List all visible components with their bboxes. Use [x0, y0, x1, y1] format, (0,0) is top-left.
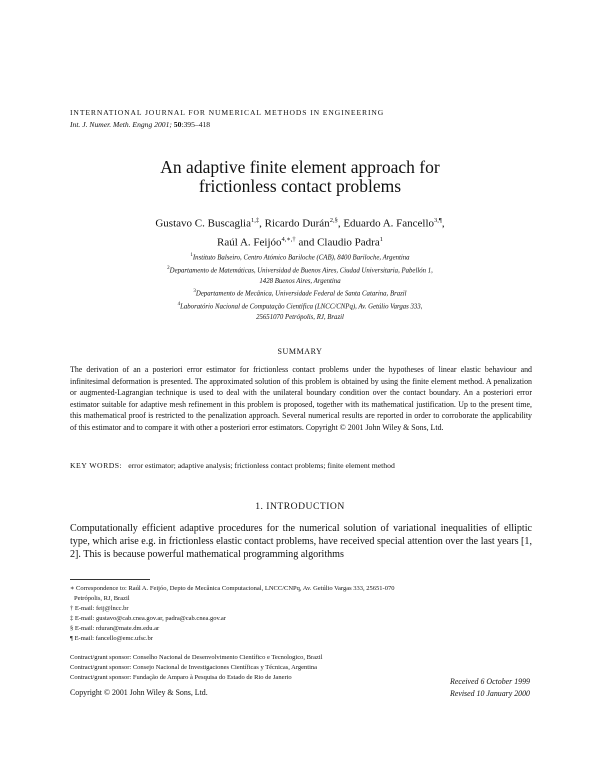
author-list [0, 213, 600, 250]
received-dates [450, 676, 530, 701]
intro-paragraph: Computationally efficient adaptive procedures for the numerical solution of variational inequalities of elliptic type, which arise e.g. in frictionless elastic contact problems, have received special attention over the last years [1, 2]. This is because powerful mathematical programming algorithms [70, 523, 532, 561]
footnote: ∗ Correspondence to: Raúl A. Feijóo, Depto de Mecânica Computacional, LNCC/CNPq, Av. Getúlio Vargas 333, 25651-070 [70, 585, 395, 592]
affiliation-line [0, 264, 600, 277]
journal-citation [70, 120, 210, 129]
citation-year: 2001; [154, 120, 172, 129]
affiliation-list [0, 251, 600, 324]
abstract-text: The derivation of an a posteriori error estimator for frictionless contact problems under the hypotheses of linear elastic behaviour and infinitesimal deformation is presented. The approximated solution of this problem is obtained by using the finite element method. A penalization or augmented-Lagrangian technique is used to deal with the unilateral boundary condition over the contact boundary. An a posteriori error estimator suitable for adaptive mesh refinement in this problem is proposed, together with its mathematical justification. Up to the present time, this mathematical proof is restricted to the penalization approach. Several numerical results are reported in order to corroborate the applicability of this estimator and to compare it with other a posteriori error estimators. Copyright © 2001 John Wiley & Sons, Ltd. [70, 365, 532, 432]
keywords [70, 461, 395, 470]
footnote-divider [70, 579, 150, 580]
affiliation-text: Instituto Balseiro, Centro Atómico Bariloche (CAB), 8400 Bariloche, Argentina [192, 254, 410, 262]
author-name: Raúl A. Feijóo [217, 236, 282, 249]
author-name: Gustavo C. Buscaglia [155, 217, 251, 230]
sponsor-line: Contract/grant sponsor: Fundação de Amparo à Pesquisa do Estado de Rio de Janerio [70, 674, 292, 681]
title-line: frictionless contact problems [198, 176, 402, 196]
keywords-text: error estimator; adaptive analysis; frictionless contact problems; finite element method [128, 461, 395, 470]
author-separator: , [259, 217, 265, 230]
footnote: ¶ E-mail: fancello@emc.ufsc.br [70, 635, 153, 642]
affiliation-number: 2 [167, 265, 170, 271]
citation-abbrev: Int. J. Numer. Meth. Engng [70, 120, 153, 129]
author-marks: 1 [379, 235, 383, 243]
author-marks: 1,‡ [251, 217, 260, 224]
affiliation-line [0, 287, 600, 300]
footnote: Petrópolis, RJ, Brazil [74, 595, 130, 602]
title-line: An adaptive finite element approach for [160, 157, 440, 177]
affiliation-number: 4 [177, 302, 181, 308]
author-name: Eduardo A. Fancello [343, 217, 435, 230]
citation-volume: 50 [173, 120, 182, 129]
keywords-label: KEY WORDS: [70, 461, 123, 470]
author-separator: , [337, 217, 344, 230]
affiliation-text: Departamento de Mecânica, Universidade Federal de Santa Catarina, Brazil [195, 290, 407, 298]
affiliation-text: 25651070 Petrópolis, RJ, Brazil [256, 314, 344, 322]
author-name: Claudio Padra [317, 236, 380, 249]
received-date: Received 6 October 1999 [450, 677, 530, 686]
footnote: † E-mail: feij@lncc.br [70, 605, 129, 612]
author-separator: and [295, 236, 318, 249]
affiliation-text: Laboratório Nacional de Computação Científica (LNCC/CNPq), Av. Getúlio Vargas 333, [180, 303, 423, 311]
revised-date: Revised 10 January 2000 [450, 689, 530, 699]
affiliation-text: Departamento de Matemáticas, Universidad de Buenos Aires, Ciudad Universitaria, Pabellón 1, [169, 267, 433, 275]
affiliation-line [0, 251, 600, 264]
journal-name: INTERNATIONAL JOURNAL FOR NUMERICAL METHODS IN ENGINEERING [70, 108, 385, 117]
paper-title [0, 158, 600, 196]
citation-pages: :395–418 [181, 120, 211, 129]
author-marks: 3,¶ [434, 217, 442, 224]
author-name: Ricardo Durán [264, 217, 330, 230]
summary-heading: SUMMARY [277, 347, 323, 356]
footnote-list [70, 584, 532, 644]
affiliation-text: 1428 Buenos Aires, Argentina [259, 277, 341, 285]
affiliation-line [0, 313, 600, 324]
footnote: § E-mail: rduran@mate.dm.edu.ar [70, 625, 160, 632]
author-marks: 4,∗,† [281, 235, 296, 243]
copyright-notice: Copyright © 2001 John Wiley & Sons, Ltd. [70, 688, 208, 697]
affiliation-number: 1 [190, 253, 193, 258]
footnote: ‡ E-mail: gustavo@cab.cnea.gov.ar, padra@cab.cnea.gov.ar [70, 615, 226, 622]
sponsor-line: Contract/grant sponsor: Consejo Nacional de Investigaciones Científicas y Técnicas, Argentina [70, 664, 318, 671]
affiliation-line [0, 277, 600, 288]
section-heading: 1. INTRODUCTION [255, 501, 345, 512]
author-marks: 2,§ [329, 217, 338, 224]
affiliation-number: 3 [193, 289, 196, 295]
affiliation-line [0, 300, 600, 313]
sponsor-line: Contract/grant sponsor: Conselho Nacional de Desenvolvimento Científico e Tecnologico, Brazil [70, 654, 323, 661]
author-separator: , [441, 217, 445, 230]
